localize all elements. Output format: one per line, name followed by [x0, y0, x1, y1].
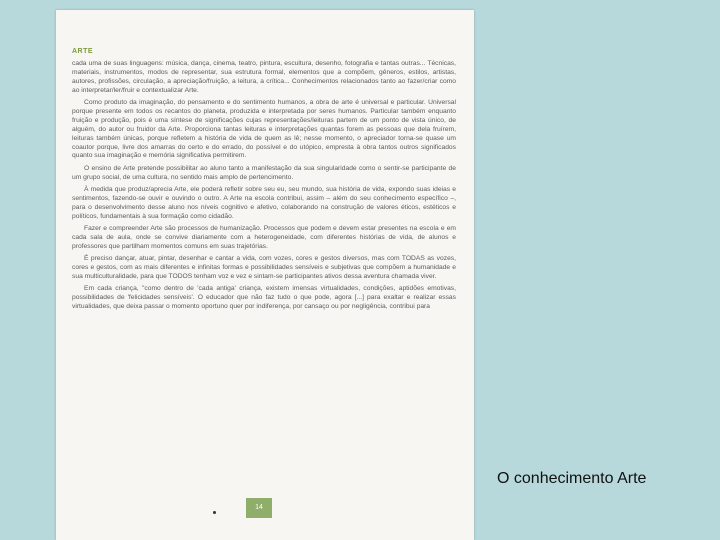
paragraph: Em cada criança, "como dentro de 'cada antiga' criança, existem imensas virtualidades, condições, aptidões emotivas, possibilidades de 'felicidades sensíveis'. O educador que não faz tudo o que pode, agora [...] para exaltar e realizar essas virtualidades, que deixa passar o momento oportuno quer por indiferença, por cansaço ou por negligência, contribui para [72, 285, 456, 310]
paragraph: À medida que produz/aprecia Arte, ele poderá refletir sobre seu eu, seu mundo, sua história de vida, expondo suas ideias e sentimentos, fazendo-se ouvir e ouvindo o outro. A Arte na escola contribui, assim – além do seu conhecimento específico –, para o desenvolvimento desse aluno nos níveis cognitivo e afetivo, colaborando na construção de valores éticos, estéticos e políticos, fundamentais à sua formação como cidadão. [72, 185, 456, 220]
paragraph: O ensino de Arte pretende possibilitar ao aluno tanto a manifestação da sua singularidade como o sentir-se participante de um grupo social, de uma cultura, no sentido mais amplo de pertencimento. [72, 164, 456, 181]
paragraph: Fazer e compreender Arte são processos de humanização. Processos que podem e devem estar presentes na escola e em cada sala de aula, onde se convive diariamente com a heterogeneidade, com diferentes histórias de vida, de alunos e professores que partilham momentos comuns em suas trajetórias. [72, 224, 456, 250]
paragraph: cada uma de suas linguagens: música, dança, cinema, teatro, pintura, escultura, desenho, fotografia e tantas outras... Técnicas, materiais, instrumentos, modos de representar, sua estrutura formal, elementos que a compõem, gêneros, estilos, artistas, autores, profissões, circulação, a apreciação/fruição, a leitura, a crítica... Conhecimentos relacionados tanto ao fazer/criar como ao interpretar/ler/fruir e contextualizar Arte. [72, 60, 456, 94]
paragraph: Como produto da imaginação, do pensamento e do sentimento humanos, a obra de arte é universal e particular. Universal porque presente em todos os recantos do planeta, produzida e interpretada por seres humanos. Particular também enquanto fruição e produção, pois é uma síntese de significações cujas representações/leituras partem de um ponto de vista único, de alguém, do autor ou fruidor da Arte. Proporciona tantas leituras e interpretações quantas forem as pessoas que dela fruírem, leituras também únicas, porque refletem a história de vida de quem as lê; nesse momento, o apreciador torna-se quase um coautor porque, livre dos amarras do certo e do errado, do possível e do utópico, empresta à obra tantos outros significados quanto sua imaginação e memória significativa permitirem. [72, 99, 456, 160]
speck-mark [213, 511, 216, 514]
slide-caption: O conhecimento Arte [497, 470, 647, 487]
page-number: 14 [246, 498, 272, 518]
section-label: ARTE [72, 48, 94, 55]
document-body [72, 60, 456, 315]
scanned-document-page [56, 10, 474, 540]
paragraph: É preciso dançar, atuar, pintar, desenhar e cantar a vida, com vozes, cores e gestos diversos, mas com TODAS as vozes, cores e gestos, com as mais diferentes e infinitas formas e possibilidades sensíveis e subjetivas que compõem a humanidade e sua multiculturalidade, para que TODOS tenham voz e vez e sintam-se participantes ativos dessa aventura chamada viver. [72, 255, 456, 280]
